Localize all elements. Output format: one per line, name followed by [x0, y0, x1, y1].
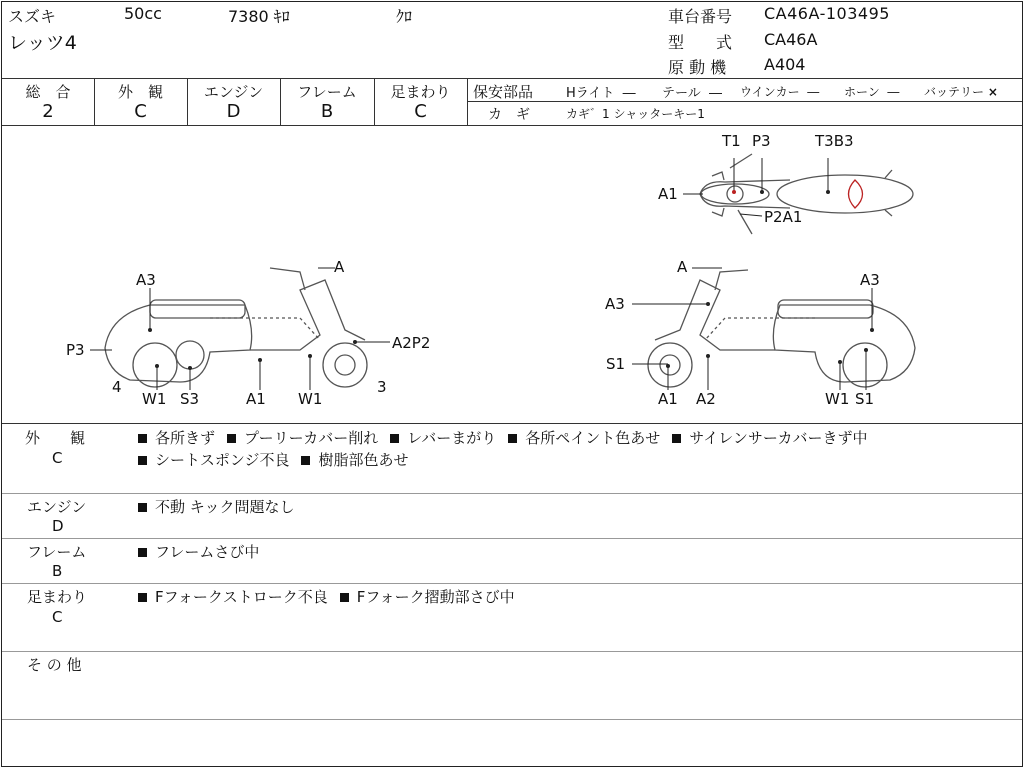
- rating-label: フレーム: [297, 83, 357, 101]
- section-grade: B: [52, 562, 63, 580]
- note-line: 不動 キック問題なし: [138, 496, 294, 517]
- damage-label: P3: [66, 341, 85, 359]
- damage-label: W1: [142, 390, 167, 408]
- divider: [2, 651, 1022, 652]
- damage-label: 3: [377, 378, 387, 396]
- safety-item: ウインカー ―: [740, 85, 820, 99]
- engine-label: 原 動 機: [668, 58, 727, 77]
- damage-label: S1: [855, 390, 875, 408]
- safety-item: ホーン ―: [844, 85, 900, 99]
- note-line: シートスポンジ不良 樹脂部色あせ: [138, 449, 409, 470]
- damage-label: W1: [298, 390, 323, 408]
- rating-value: B: [320, 101, 334, 122]
- engine-value: A404: [764, 55, 806, 74]
- divider: [2, 78, 1022, 79]
- section-grade: D: [52, 517, 64, 535]
- damage-label: A1: [658, 390, 678, 408]
- damage-label: A2P2: [392, 334, 431, 352]
- damage-label: P2A1: [764, 208, 803, 226]
- section-label: エンジン: [27, 498, 87, 516]
- rating-label: 外 観: [117, 83, 163, 101]
- safety-item: テール ―: [662, 86, 723, 101]
- section-label: 足まわり: [27, 588, 88, 606]
- divider: [2, 719, 1022, 720]
- model-name: レッツ4: [8, 32, 77, 54]
- damage-label: T1: [722, 132, 741, 150]
- rating-value: D: [226, 101, 241, 122]
- damage-label: A: [334, 258, 345, 276]
- section-label: 外 観: [25, 429, 86, 447]
- damage-label: S3: [180, 390, 200, 408]
- rating-value: C: [414, 101, 427, 122]
- damage-label: W1: [825, 390, 850, 408]
- rating-value: C: [134, 101, 147, 122]
- key-label: カ ギ: [488, 107, 530, 123]
- damage-label: S1: [606, 355, 626, 373]
- damage-label: A: [677, 258, 688, 276]
- safety-label: 保安部品: [473, 83, 534, 101]
- frame-no-label: 車台番号: [668, 7, 733, 26]
- type-label: 型 式: [668, 33, 733, 52]
- rating-label: 足まわり: [390, 83, 451, 101]
- divider: [2, 493, 1022, 494]
- section-grade: C: [52, 449, 63, 467]
- damage-label: A3: [136, 271, 156, 289]
- type-value: CA46A: [764, 30, 818, 49]
- damage-label: T3B3: [815, 132, 854, 150]
- rating-value: 2: [42, 101, 54, 122]
- key-value: カギ゛1 シャッターキー1: [566, 107, 705, 121]
- divider: [2, 423, 1022, 424]
- damage-label: P3: [752, 132, 771, 150]
- section-label: フレーム: [27, 543, 87, 561]
- damage-label: A1: [658, 185, 678, 203]
- section-grade: C: [52, 608, 63, 626]
- damage-label: A3: [860, 271, 880, 289]
- divider: [467, 101, 1022, 102]
- rating-label: 総 合: [25, 83, 71, 101]
- safety-item: Hライト ―: [566, 86, 636, 101]
- section-label: そ の 他: [27, 656, 82, 674]
- damage-label: A1: [246, 390, 266, 408]
- maker-name: スズキ: [8, 7, 57, 26]
- damage-label: A2: [696, 390, 716, 408]
- frame-no: CA46A-103495: [764, 4, 890, 23]
- color: ｸﾛ: [396, 7, 413, 26]
- rating-label: エンジン: [203, 83, 264, 101]
- safety-item: バッテリー ×: [924, 85, 998, 99]
- divider: [2, 583, 1022, 584]
- damage-label: 4: [112, 378, 122, 396]
- damage-label: A3: [605, 295, 625, 313]
- note-line: Fフォークストローク不良 Fフォーク摺動部さび中: [138, 586, 515, 607]
- displacement: 50cc: [124, 4, 162, 23]
- note-line: フレームさび中: [138, 541, 259, 562]
- divider: [2, 538, 1022, 539]
- note-line: 各所きず プーリーカバー削れ レバーまがり 各所ペイント色あせ サイレンサーカバーきず中: [138, 427, 868, 448]
- mileage: 7380 ｷﾛ: [228, 7, 290, 26]
